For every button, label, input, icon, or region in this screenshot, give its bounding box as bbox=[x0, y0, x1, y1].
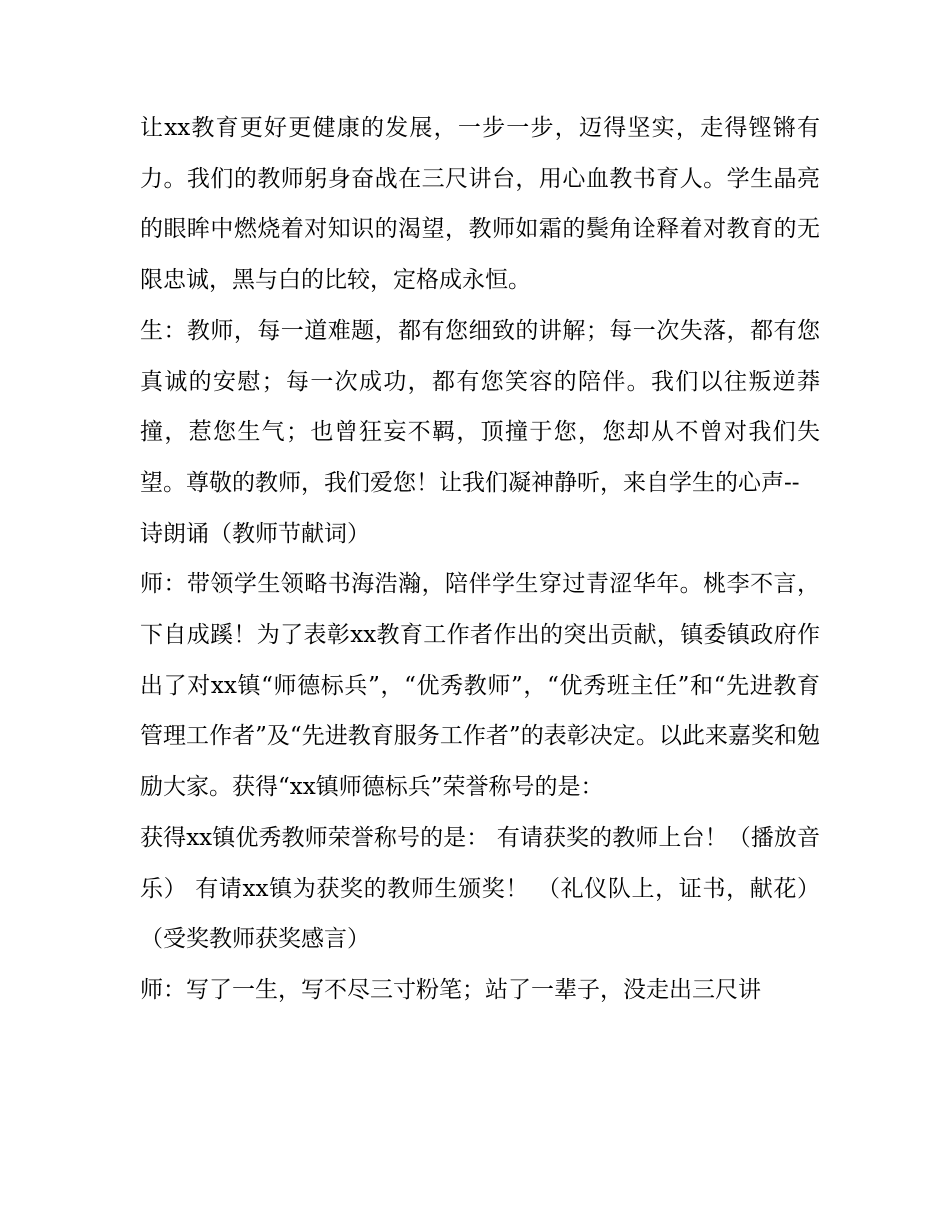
paragraph-teacher-closing: 师：写了一生，写不尽三寸粉笔；站了一辈子，没走出三尺讲 bbox=[140, 976, 761, 1003]
paragraph-student: 生：教师，每一道难题，都有您细致的讲解；每一次失落，都有您真诚的安慰；每一次成功，都有您笑容的陪伴。我们以往叛逆莽撞，惹您生气；也曾狂妄不羁，顶撞于您，您却从不曾对我们失望。尊敬的教师，我们爱您！让我们凝神静听，来自学生的心声-- bbox=[140, 317, 820, 496]
paragraph-teacher-award: 师：带领学生领略书海浩瀚，陪伴学生穿过青涩华年。桃李不言，下自成蹊！为了表彰xx教育工作者作出的突出贡献，镇委镇政府作出了对xx镇“师德标兵”，“优秀教师”，“优秀班主任”和“先进教育管理工作者”及“先进教育服务工作者”的表彰决定。以此来嘉奖和勉励大家。获得“xx镇师德标兵”荣誉称号的是： bbox=[140, 571, 820, 801]
paragraph-poem-title: 诗朗诵（教师节献词） bbox=[140, 520, 370, 547]
document-body bbox=[140, 103, 820, 1016]
paragraph-intro: 让xx教育更好更健康的发展，一步一步，迈得坚实，走得铿锵有力。我们的教师躬身奋战在三尺讲台，用心血教书育人。学生晶亮的眼眸中燃烧着对知识的渴望，教师如霜的鬓角诠释着对教育的无限忠诚，黑与白的比较，定格成永恒。 bbox=[140, 115, 820, 294]
paragraph-award-ceremony: 获得xx镇优秀教师荣誉称号的是： 有请获奖的教师上台！（播放音乐） 有请xx镇为获奖的教师生颁奖！ （礼仪队上，证书，献花）（受奖教师获奖感言） bbox=[140, 824, 820, 953]
